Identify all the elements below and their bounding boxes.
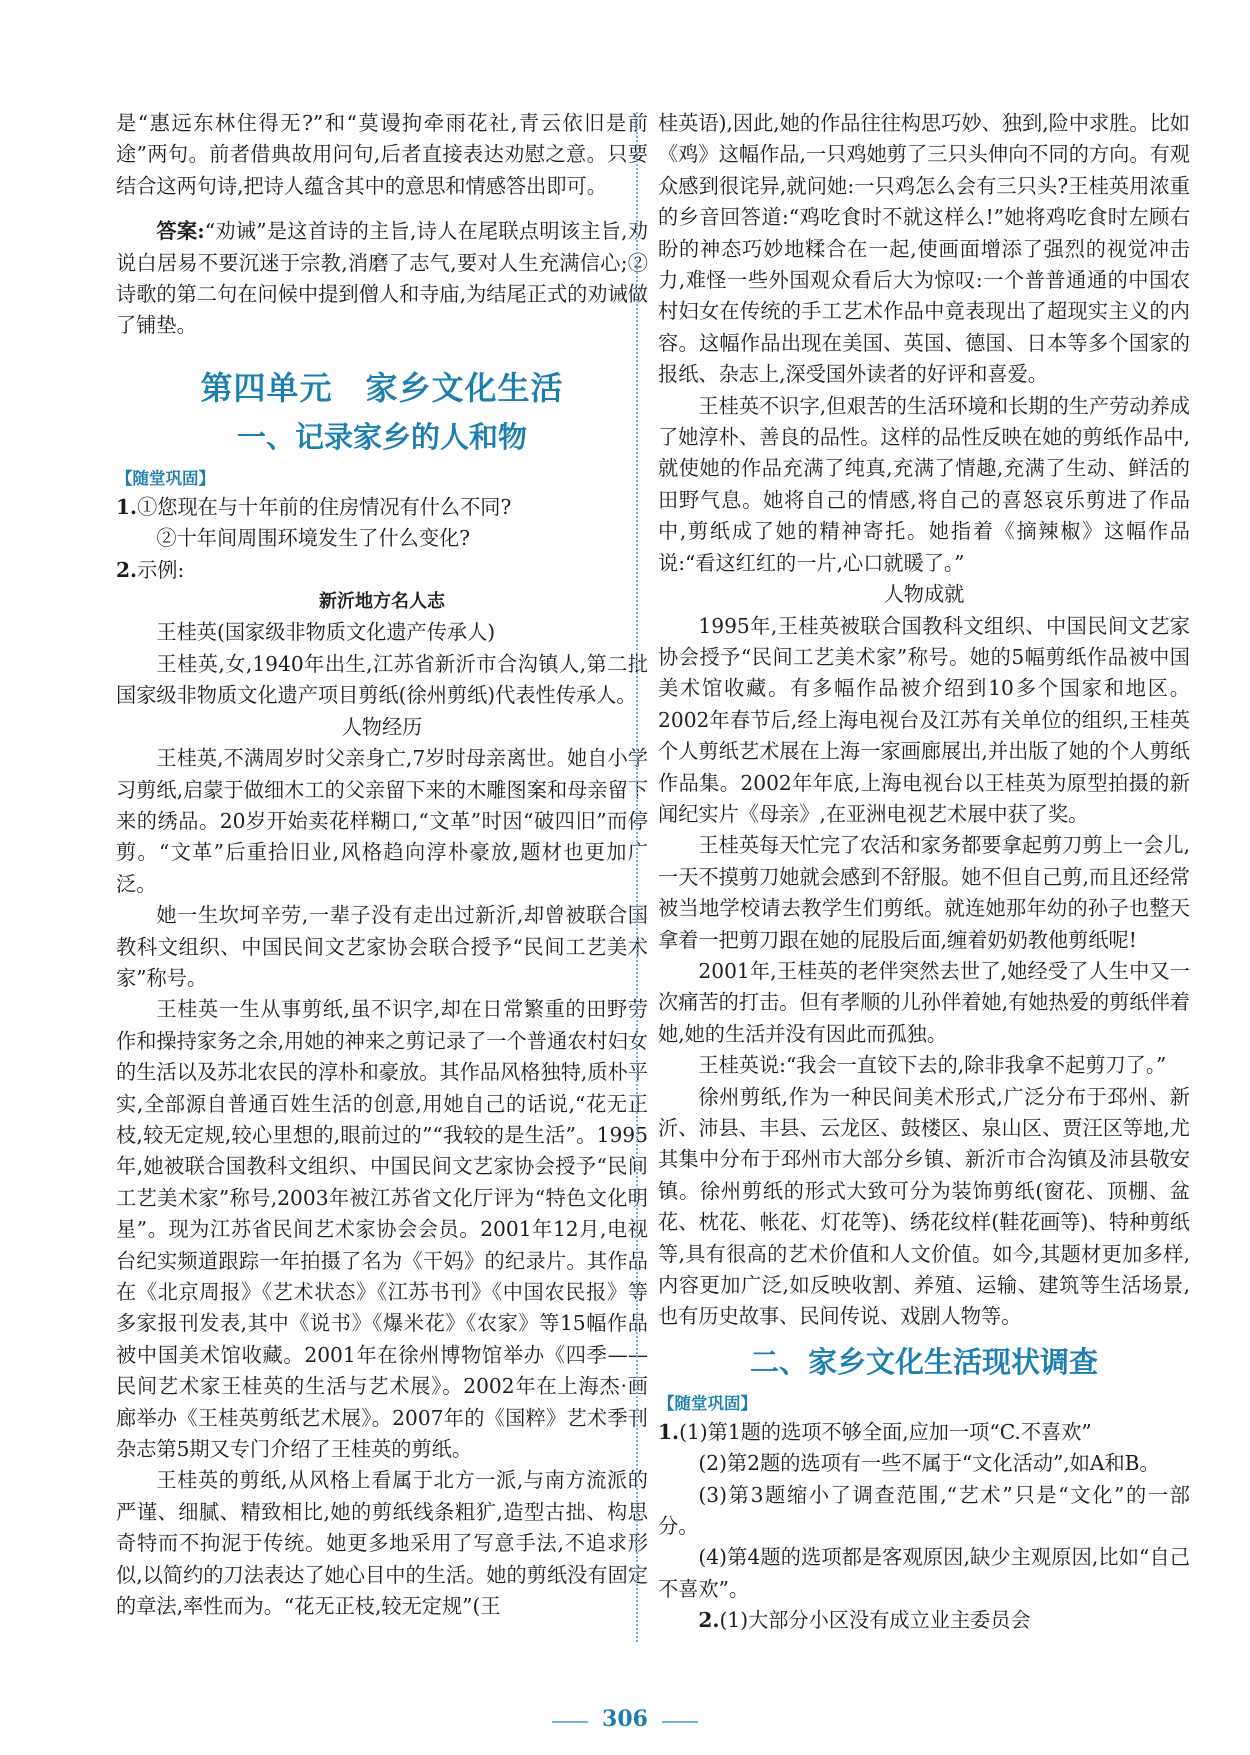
section-title-2: 二、家乡文化生活现状调查 (749, 1344, 1098, 1379)
footer-dash-left (552, 1721, 588, 1723)
right-column (658, 108, 1190, 1637)
heading-experience: 人物经历 (341, 714, 423, 739)
answer-1-4: (4)第4题的选项都是客观原因,缺少主观原因,比如“自己不喜欢”。 (658, 1545, 1190, 1601)
paragraph: 是“惠远东林住得无?”和“莫谩拘牵雨花社,青云依旧是前途”两句。前者借典故用问句,后者直接表达劝慰之意。只要结合这两句诗,把诗人蕴含其中的意思和情感答出即可。 (116, 111, 648, 198)
paragraph: 王桂英的剪纸,从风格上看属于北方一派,与南方流派的严谨、细腻、精致相比,她的剪纸线条粗犷,造型古拙、构思奇特而不拘泥于传统。她更多地采用了写意手法,不追求形似,以简约的刀法表达了她心目中的生活。她的剪纸没有固定的章法,率性而为。“花无正枝,较无定规”(王 (116, 1468, 648, 1619)
answer-text: (1)大部分小区没有成立业主委员会 (719, 1608, 1031, 1633)
answer-1 (658, 1417, 1190, 1448)
answer-label: 答案: (156, 219, 205, 244)
paragraph: 她一生坎坷辛劳,一辈子没有走出过新沂,却曾被联合国教科文组织、中国民间文艺家协会联合授予“民间工艺美术家”称号。 (116, 903, 648, 990)
answer-2 (658, 1605, 1190, 1636)
heading-achievement: 人物成就 (883, 582, 965, 607)
question-number: 2. (116, 557, 138, 582)
paragraph: 徐州剪纸,作为一种民间美术形式,广泛分布于邳州、新沂、沛县、丰县、云龙区、鼓楼区、泉山区、贾汪区等地,尤其集中分布于邳州市大部分乡镇、新沂市合沟镇及沛县敬安镇。徐州剪纸的形式大致可分为装饰剪纸(窗花、顶棚、盆花、枕花、帐花、灯花等)、绣花纹样(鞋花画等)、特种剪纸等,具有很高的艺术价值和人文价值。如今,其题材更加多样,内容更加广泛,如反映收割、养殖、运输、建筑等生活场景,也有历史故事、民间传说、戏剧人物等。 (658, 1084, 1190, 1329)
unit-title: 第四单元 家乡文化生活 (200, 368, 564, 407)
section-title: 一、记录家乡的人和物 (236, 419, 527, 454)
question-number: 1. (116, 494, 138, 519)
footer-dash-right (662, 1721, 698, 1723)
paragraph: 王桂英一生从事剪纸,虽不识字,却在日常繁重的田野劳作和操持家务之余,用她的神来之剪记录了一个普通农村妇女的生活以及苏北农民的淳朴和豪放。其作品风格独特,质朴平实,全部源自普通百姓生活的创意,用她自己的话说,“花无正枝,较无定规,较心里想的,眼前过的”“我较的是生活”。1995年,她被联合国教科文组织、中国民间文艺家协会授予“民间工艺美术家”称号,2003年被江苏省文化厅评为“特色文化明星”。现为江苏省民间艺术家协会会员。2001年12月,电视台纪实频道跟踪一年拍摄了名为《干妈》的纪录片。其作品在《北京周报》《艺术状态》《江苏书刊》《中国农民报》等多家报刊发表,其中《说书》《爆米花》《农家》等15幅作品被中国美术馆收藏。2001年在徐州博物馆举办《四季——民间艺术家王桂英的生活与艺术展》。2002年在上海杰·画廊举办《王桂英剪纸艺术展》。2007年的《国粹》艺术季刊杂志第5期又专门介绍了王桂英的剪纸。 (116, 997, 648, 1462)
paragraph: 桂英语),因此,她的作品往往构思巧妙、独到,险中求胜。比如《鸡》这幅作品,一只鸡她剪了三只头伸向不同的方向。有观众感到很诧异,就问她:一只鸡怎么会有三只头?王桂英用浓重的乡音回答道:“鸡吃食时不就这样么!”她将鸡吃食时左顾右盼的神态巧妙地糅合在一起,使画面增添了强烈的视觉冲击力,难怪一些外国观众看后大为惊叹:一个普普通通的中国农村妇女在传统的手工艺术作品中竟表现出了超现实主义的内容。这幅作品出现在美国、英国、德国、日本等多个国家的报纸、杂志上,深受国外读者的好评和喜爱。 (658, 111, 1190, 387)
answer-1-2: (2)第2题的选项有一些不属于“文化活动”,如A和B。 (698, 1451, 1160, 1476)
question-text: 示例: (137, 557, 185, 582)
question-1b: ②十年间周围环境发生了什么变化? (156, 526, 471, 551)
answer-number: 2. (698, 1608, 720, 1633)
answer-paragraph (116, 216, 648, 342)
answer-text: “劝诫”是这首诗的主旨,诗人在尾联点明该主旨,劝说白居易不要沉迷于宗教,消磨了志气,要对人生充满信心;②诗歌的第二句在问候中提到僧人和寺庙,为结尾正式的劝诫做了铺垫。 (116, 219, 649, 338)
subhead: 新沂地方名人志 (319, 591, 445, 613)
page-footer (0, 1706, 1250, 1732)
paragraph: 王桂英每天忙完了农活和家务都要拿起剪刀剪上一会儿,一天不摸剪刀她就会感到不舒服。她不但自己剪,而且还经常被当地学校请去教学生们剪纸。就连她那年幼的孙子也整天拿着一把剪刀跟在她的屁股后面,缠着奶奶教他剪纸呢! (658, 833, 1190, 952)
paragraph: 王桂英,女,1940年出生,江苏省新沂市合沟镇人,第二批国家级非物质文化遗产项目剪纸(徐州剪纸)代表性传承人。 (116, 651, 648, 708)
paragraph: 王桂英,不满周岁时父亲身亡,7岁时母亲离世。她自小学习剪纸,启蒙于做细木工的父亲留下来的木雕图案和母亲留下来的绣品。20岁开始卖花样糊口,“文革”时因“破四旧”而停剪。“文革”后重拾旧业,风格趋向淳朴豪放,题材也更加广泛。 (116, 746, 648, 896)
question-2 (116, 555, 648, 586)
paragraph: 1995年,王桂英被联合国教科文组织、中国民间文艺家协会授予“民间工艺美术家”称号。她的5幅剪纸作品被中国美术馆收藏。有多幅作品被介绍到10多个国家和地区。2002年春节后,经上海电视台及江苏有关单位的组织,王桂英个人剪纸艺术展在上海一家画廊展出,并出版了她的个人剪纸作品集。2002年年底,上海电视台以王桂英为原型拍摄的新闻纪实片《母亲》,在亚洲电视艺术展中获了奖。 (658, 613, 1190, 826)
left-column (116, 108, 648, 1622)
answer-number: 1. (658, 1419, 680, 1444)
paragraph: 2001年,王桂英的老伴突然去世了,她经受了人生中又一次痛苦的打击。但有孝顺的儿孙伴着她,有她热爱的剪纸伴着她,她的生活并没有因此而孤独。 (658, 958, 1190, 1046)
question-1 (116, 492, 648, 523)
answer-1-3: (3)第3题缩小了调查范围,“艺术”只是“文化”的一部分。 (658, 1482, 1190, 1539)
question-text: ①您现在与十年前的住房情况有什么不同? (137, 494, 512, 519)
column-divider (636, 112, 638, 1642)
person-line: 王桂英(国家级非物质文化遗产传承人) (156, 620, 496, 645)
paragraph: 王桂英不识字,但艰苦的生活环境和长期的生产劳动养成了她淳朴、善良的品性。这样的品性反映在她的剪纸作品中,就使她的作品充满了纯真,充满了情趣,充满了生动、鲜活的田野气息。她将自己的情感,将自己的喜怒哀乐剪进了作品中,剪纸成了她的精神寄托。她指着《摘辣椒》这幅作品说:“看这红红的一片,心口就暖了。” (658, 393, 1190, 575)
answer-text: (1)第1题的选项不够全面,应加一项“C.不喜欢” (679, 1419, 1092, 1444)
practice-tag: 【随堂巩固】 (116, 468, 215, 488)
practice-tag-2: 【随堂巩固】 (658, 1393, 757, 1413)
page-number: 306 (602, 1706, 648, 1732)
paragraph: 王桂英说:“我会一直铰下去的,除非我拿不起剪刀了。” (698, 1053, 1167, 1078)
